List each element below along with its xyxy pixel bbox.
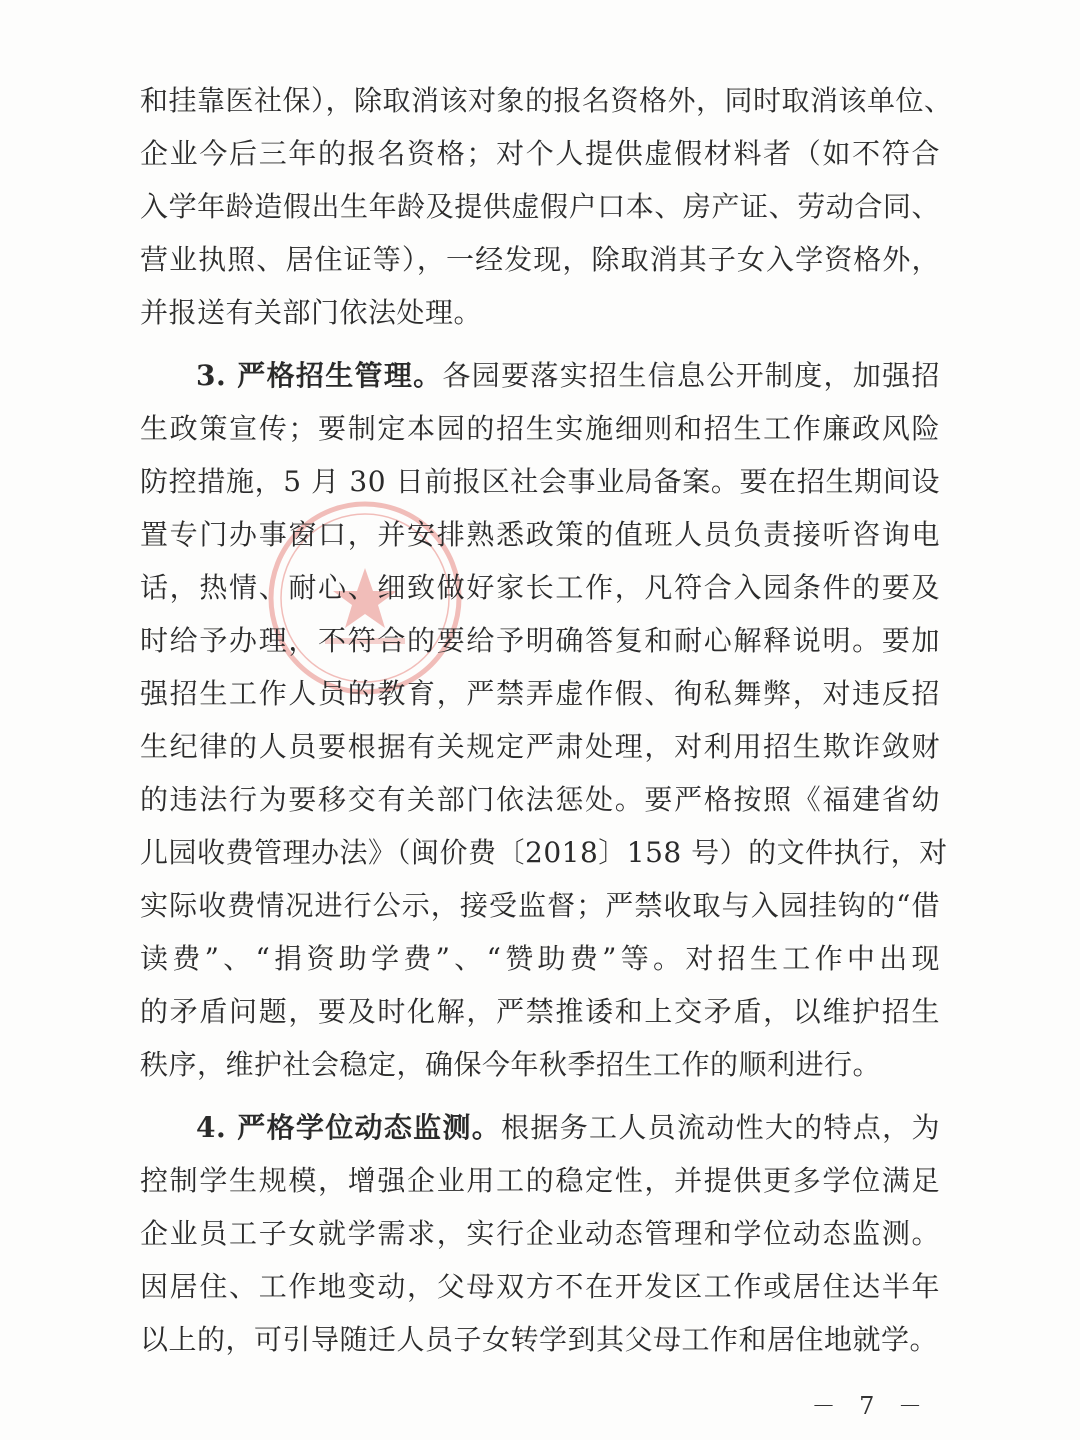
body-text (140, 74, 953, 1366)
text-line: 企业今后三年的报名资格；对个人提供虚假材料者（如不符合 (140, 137, 940, 170)
text-line: 读费”、“捐资助学费”、“赞助费”等。对招生工作中出现 (140, 942, 940, 975)
text-line: 的矛盾问题，要及时化解，严禁推诿和上交矛盾，以维护招生 (140, 995, 940, 1028)
section-4-first-line (140, 1101, 940, 1154)
text-line: 防控措施，5 月 30 日前报区社会事业局备案。要在招生期间设 (140, 465, 940, 498)
text-line: 企业员工子女就学需求，实行企业动态管理和学位动态监测。 (140, 1217, 940, 1250)
text-line: 控制学生规模，增强企业用工的稳定性，并提供更多学位满足 (140, 1164, 940, 1197)
section-3-first-line (140, 349, 940, 402)
section-3-heading: 3. 严格招生管理。 (196, 359, 443, 392)
text-line: 儿园收费管理办法》（闽价费〔2018〕158 号）的文件执行，对 (140, 836, 948, 869)
text-line: 生纪律的人员要根据有关规定严肃处理，对利用招生欺诈敛财 (140, 730, 940, 763)
text-line: 并报送有关部门依法处理。 (140, 296, 483, 329)
text-line: 营业执照、居住证等），一经发现，除取消其子女入学资格外， (140, 243, 940, 276)
text-line: 入学年龄造假出生年龄及提供虚假户口本、房产证、劳动合同、 (140, 190, 940, 223)
page-number: － 7 － (811, 1392, 930, 1420)
text-line: 时给予办理，不符合的要给予明确答复和耐心解释说明。要加 (140, 624, 940, 657)
text-line: 话，热情、耐心、细致做好家长工作，凡符合入园条件的要及 (140, 571, 940, 604)
text-line: 和挂靠医社保），除取消该对象的报名资格外，同时取消该单位、 (140, 84, 953, 117)
section-4-first-line-text: 根据务工人员流动性大的特点，为 (501, 1111, 940, 1144)
section-3-first-line-text: 各园要落实招生信息公开制度，加强招 (442, 359, 940, 392)
text-line: 强招生工作人员的教育，严禁弄虚作假、徇私舞弊，对违反招 (140, 677, 940, 710)
text-line: 的违法行为要移交有关部门依法惩处。要严格按照《福建省幼 (140, 783, 940, 816)
text-line: 置专门办事窗口，并安排熟悉政策的值班人员负责接听咨询电 (140, 518, 940, 551)
text-line: 生政策宣传；要制定本园的招生实施细则和招生工作廉政风险 (140, 412, 940, 445)
text-line: 实际收费情况进行公示，接受监督；严禁收取与入园挂钩的“借 (140, 889, 940, 922)
text-line: 秩序，维护社会稳定，确保今年秋季招生工作的顺利进行。 (140, 1048, 882, 1081)
text-line: 以上的，可引导随迁人员子女转学到其父母工作和居住地就学。 (140, 1323, 939, 1356)
text-line: 因居住、工作地变动，父母双方不在开发区工作或居住达半年 (140, 1270, 940, 1303)
section-4-heading: 4. 严格学位动态监测。 (196, 1111, 502, 1144)
